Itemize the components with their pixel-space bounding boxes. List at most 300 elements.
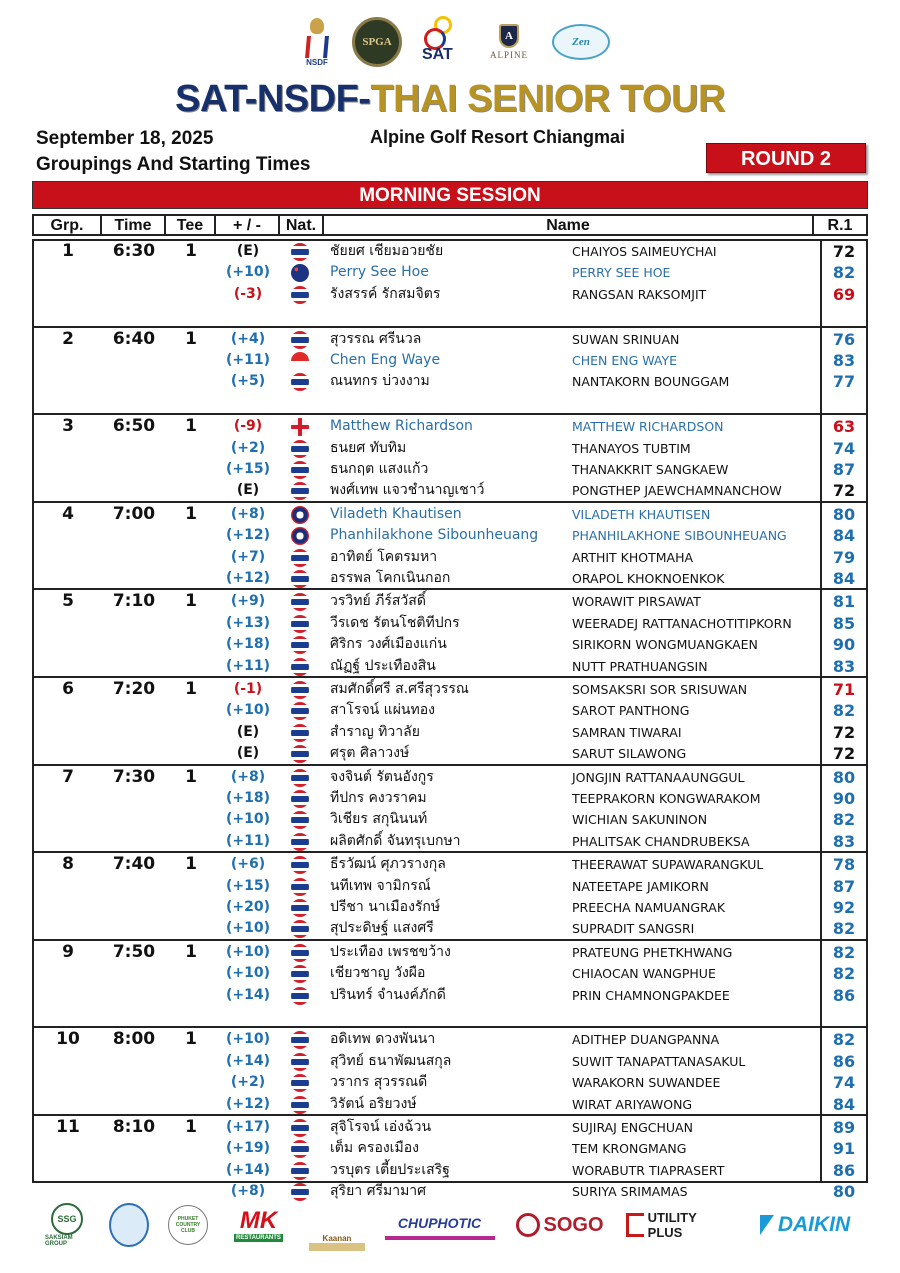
- player-row: [34, 1072, 866, 1093]
- plus-minus: (+14): [225, 1161, 270, 1178]
- plus-minus: (+17): [225, 1119, 270, 1135]
- player-name-english: VILADETH KHAUTISEN: [572, 506, 711, 522]
- player-name-english: PHALITSAK CHANDRUBEKSA: [572, 833, 750, 849]
- group-block: [34, 767, 866, 854]
- group-number: 3: [62, 416, 74, 437]
- round1-score: 81: [832, 592, 856, 612]
- singapore-flag-icon: [291, 352, 309, 370]
- sat-logo: SAT: [420, 14, 466, 70]
- player-row: [34, 568, 866, 589]
- round1-score: 82: [832, 810, 856, 830]
- player-row: [34, 613, 866, 634]
- group-number: 4: [62, 503, 74, 524]
- plus-minus: (E): [236, 745, 260, 762]
- player-row: [34, 1029, 866, 1050]
- plus-minus: (+10): [225, 811, 270, 828]
- session-banner: MORNING SESSION: [32, 181, 868, 209]
- tee-number: 1: [185, 503, 197, 524]
- player-name-local: ณัฏฐ์ ประเทืองสิน: [330, 657, 436, 674]
- player-name-local: พงศ์เทพ แจวชำนาญเชาว์: [330, 482, 485, 499]
- thailand-flag-icon: [291, 1031, 309, 1049]
- player-name-local: สุประดิษฐ์ แสงศรี: [330, 920, 434, 937]
- round1-score: 84: [832, 568, 856, 588]
- alpine-logo: A ALPINE: [484, 14, 534, 70]
- thailand-flag-icon: [291, 658, 309, 676]
- player-row: [34, 241, 866, 262]
- round1-score: 86: [832, 1051, 856, 1071]
- thailand-flag-icon: [291, 1119, 309, 1137]
- plus-minus: (+5): [230, 373, 266, 390]
- player-name-english: NANTAKORN BOUNGGAM: [572, 374, 730, 390]
- player-name-local: ธนกฤต แสงแก้ว: [330, 460, 429, 477]
- player-name-local: สุริยา ศรีมามาศ: [330, 1183, 427, 1200]
- player-name-local: วรากร สุวรรณดี: [330, 1074, 428, 1091]
- player-name-local: ผลิตศักดิ์ จันทรุเบกษา: [330, 832, 461, 849]
- player-name-local: วิเชียร สกุนินนท์: [330, 811, 428, 828]
- thailand-flag-icon: [291, 440, 309, 458]
- tee-number: 1: [185, 766, 197, 787]
- player-name-local: ปรินทร์ จำนงค์ภักดี: [330, 986, 446, 1003]
- player-name-local: ณนทกร บ่วงงาม: [330, 373, 430, 390]
- round1-score: 80: [832, 767, 856, 787]
- player-name-english: SOMSAKSRI SOR SRISUWAN: [572, 682, 748, 697]
- thailand-flag-icon: [291, 482, 309, 500]
- player-name-local: ประเทือง เพรชขว้าง: [330, 943, 451, 960]
- player-name-english: SUWIT TANAPATTANASAKUL: [572, 1053, 746, 1069]
- player-name-local: ศิริกร วงศ์เมืองแก่น: [330, 636, 447, 653]
- player-row: [34, 284, 866, 305]
- round1-score: 72: [832, 744, 856, 764]
- player-name-english: SIRIKORN WONGMUANGKAEN: [572, 637, 758, 653]
- group-number: 5: [62, 591, 74, 612]
- player-name-local: นทีเทพ จามิกรณ์: [330, 877, 431, 894]
- player-name-local: ศรุต ศิลาวงษ์: [330, 745, 410, 762]
- thailand-flag-icon: [291, 920, 309, 938]
- round1-score: 85: [832, 613, 856, 633]
- player-row: [34, 416, 866, 437]
- player-row: [34, 743, 866, 764]
- thailand-flag-icon: [291, 570, 309, 588]
- thailand-flag-icon: [291, 702, 309, 720]
- player-name-english: SARUT SILAWONG: [572, 746, 687, 762]
- tee-time: 6:30: [112, 241, 156, 261]
- player-row: [34, 371, 866, 392]
- player-row: [34, 788, 866, 809]
- player-name-local: อาทิตย์ โคตรมหา: [330, 548, 438, 565]
- plus-minus: (+11): [225, 657, 270, 674]
- phuket-country-club-logo: PHUKET COUNTRY CLUB: [168, 1205, 208, 1245]
- player-name-english: CHIAOCAN WANGPHUE: [572, 966, 716, 982]
- player-name-english: PRATEUNG PHETKHWANG: [572, 944, 733, 960]
- player-name-local: วรบุตร เตี้ยประเสริฐ: [330, 1161, 450, 1178]
- round1-score: 91: [832, 1139, 856, 1159]
- group-number: 9: [62, 941, 74, 962]
- plus-minus: (-1): [233, 681, 263, 697]
- daikin-emblem-icon: [760, 1215, 774, 1235]
- plus-minus: (+14): [225, 1052, 270, 1069]
- player-row: [34, 831, 866, 852]
- player-name-local: รังสรรค์ รักสมจิตร: [330, 285, 441, 302]
- group-number: 10: [56, 1029, 80, 1050]
- group-number: 2: [62, 328, 74, 349]
- round1-score: 76: [832, 329, 856, 349]
- player-row: [34, 854, 866, 875]
- player-name-english: ARTHIT KHOTMAHA: [572, 549, 694, 565]
- column-header-name: Name: [324, 216, 814, 234]
- plus-minus: (+14): [225, 986, 270, 1003]
- column-header-grp: Grp.: [34, 216, 102, 234]
- player-name-english: PERRY SEE HOE: [572, 265, 671, 281]
- plus-minus: (+10): [225, 702, 270, 719]
- group-number: 8: [62, 854, 74, 875]
- round-badge: ROUND 2: [706, 143, 866, 173]
- thailand-flag-icon: [291, 461, 309, 479]
- player-name-english: THEERAWAT SUPAWARANGKUL: [572, 857, 764, 873]
- round1-score: 84: [832, 526, 856, 546]
- plus-minus: (+11): [225, 351, 270, 368]
- player-name-local: จงจินต์ รัตนอังกูร: [330, 768, 434, 785]
- plus-minus: (+10): [225, 920, 270, 937]
- plus-minus: (+4): [230, 330, 266, 347]
- thailand-flag-icon: [291, 1053, 309, 1071]
- spga-logo: SPGA: [352, 17, 402, 67]
- thailand-flag-icon: [291, 724, 309, 742]
- player-name-english: SUJIRAJ ENGCHUAN: [572, 1120, 693, 1135]
- player-name-english: WICHIAN SAKUNINON: [572, 812, 708, 828]
- plus-minus: (+15): [225, 877, 270, 894]
- chuphotic-logo: CHUPHOTIC: [385, 1210, 495, 1240]
- plus-minus: (+2): [230, 1074, 266, 1091]
- round1-score: 79: [832, 547, 856, 567]
- plus-minus: (+7): [230, 548, 266, 565]
- column-header-nationality: Nat.: [280, 216, 324, 234]
- plus-minus: (+10): [225, 1031, 270, 1048]
- round1-score: 78: [832, 855, 856, 875]
- player-name-english: SUWAN SRINUAN: [572, 331, 680, 347]
- thailand-flag-icon: [291, 878, 309, 896]
- player-name-local: ปรีชา นาเมืองรักษ์: [330, 898, 441, 915]
- player-name-english: ORAPOL KHOKNOENKOK: [572, 570, 725, 586]
- player-row: [34, 350, 866, 371]
- player-name-english: SURIYA SRIMAMAS: [572, 1184, 688, 1200]
- plus-minus: (+8): [230, 768, 266, 785]
- plus-minus: (+2): [230, 439, 266, 456]
- page-title: SAT-NSDF-THAI SENIOR TOUR: [175, 78, 725, 120]
- england-flag-icon: [291, 418, 309, 436]
- player-name-local: Chen Eng Waye: [330, 351, 441, 368]
- round1-score: 83: [832, 350, 856, 370]
- player-name-local: Viladeth Khautisen: [330, 505, 462, 522]
- player-row: [34, 700, 866, 721]
- round1-score: 89: [832, 1118, 856, 1137]
- tee-time: 8:10: [112, 1117, 156, 1137]
- sogo-emblem-icon: [516, 1213, 540, 1237]
- player-name-local: เต็ม ครองเมือง: [330, 1140, 419, 1157]
- player-row: [34, 1051, 866, 1072]
- column-header-time: Time: [102, 216, 166, 234]
- thailand-flag-icon: [291, 811, 309, 829]
- player-name-local: ทีปกร คงวราคม: [330, 789, 427, 806]
- tee-time: 7:50: [112, 941, 156, 962]
- plus-minus: (+18): [225, 636, 270, 653]
- player-row: [34, 480, 866, 501]
- round1-score: 74: [832, 438, 856, 458]
- player-row: [34, 1160, 866, 1181]
- tee-time: 7:10: [112, 591, 156, 612]
- player-row: [34, 547, 866, 568]
- venue: Alpine Golf Resort Chiangmai: [370, 127, 626, 147]
- round1-score: 80: [832, 504, 856, 524]
- player-row: [34, 1117, 866, 1138]
- thailand-flag-icon: [291, 899, 309, 917]
- group-number: 7: [62, 766, 74, 787]
- player-name-english: ADITHEP DUANGPANNA: [572, 1032, 720, 1048]
- thailand-flag-icon: [291, 331, 309, 349]
- group-number: 1: [62, 241, 74, 261]
- top-logos: [300, 12, 610, 72]
- plus-minus: (+11): [225, 832, 270, 849]
- zen-logo: Zen: [552, 24, 610, 60]
- tee-time: 7:40: [112, 854, 156, 875]
- player-name-local: อดิเทพ ดวงพันนา: [330, 1031, 436, 1048]
- plus-minus: (E): [236, 723, 260, 740]
- thailand-flag-icon: [291, 243, 309, 261]
- sogo-logo: SOGO: [514, 1208, 606, 1242]
- player-name-english: WEERADEJ RATTANACHOTITIPKORN: [572, 615, 792, 631]
- tee-time: 7:00: [112, 503, 156, 524]
- player-name-local: วีรเดช รัตนโชติทีปกร: [330, 614, 460, 631]
- player-name-english: SAMRAN TIWARAI: [572, 724, 682, 740]
- round1-score: 80: [832, 1182, 856, 1202]
- player-name-local: สุวรรณ ศรีนวล: [330, 330, 422, 347]
- player-row: [34, 918, 866, 939]
- shield-icon: A: [499, 24, 519, 48]
- group-number: 6: [62, 679, 74, 699]
- thailand-flag-icon: [291, 833, 309, 851]
- round1-score: 82: [832, 964, 856, 984]
- group-block: [34, 416, 866, 503]
- event-date: September 18, 2025: [36, 128, 214, 149]
- player-name-local: ชัยยศ เชียมอวยชัย: [330, 243, 444, 259]
- player-name-local: สุวิทย์ ธนาพัฒนสกุล: [330, 1052, 452, 1069]
- round1-score: 92: [832, 897, 856, 917]
- thailand-flag-icon: [291, 944, 309, 962]
- round1-score: 82: [832, 919, 856, 939]
- player-row: [34, 591, 866, 612]
- round1-score: 90: [832, 788, 856, 808]
- plus-minus: (+10): [225, 943, 270, 960]
- australia-flag-icon: [291, 264, 309, 282]
- round1-score: 74: [832, 1073, 856, 1093]
- plus-minus: (+10): [225, 264, 270, 281]
- player-name-local: ธีรวัฒน์ ศุภวรางกุล: [330, 856, 446, 873]
- kaanan-logo: Kaanan: [309, 1199, 365, 1251]
- player-name-local: วิรัตน์ อริยวงษ์: [330, 1095, 417, 1112]
- player-row: [34, 459, 866, 480]
- athlete-icon: [305, 36, 329, 58]
- plus-minus: (+8): [230, 505, 266, 522]
- player-row: [34, 525, 866, 546]
- plus-minus: (-9): [233, 418, 263, 435]
- daikin-logo: DAIKIN: [745, 1210, 865, 1240]
- player-name-english: WORABUTR TIAPRASERT: [572, 1162, 725, 1178]
- player-name-english: WORAWIT PIRSAWAT: [572, 594, 701, 610]
- column-header-round1: R.1: [827, 217, 853, 234]
- group-block: [34, 1117, 866, 1204]
- player-name-english: CHEN ENG WAYE: [572, 352, 678, 368]
- thailand-flag-icon: [291, 286, 309, 304]
- player-row: [34, 963, 866, 984]
- sponsor-logos: [45, 1195, 865, 1255]
- plus-minus: (+13): [225, 614, 270, 631]
- player-name-english: CHAIYOS SAIMEUYCHAI: [572, 244, 717, 259]
- ssg-logo: SSG SAKSIAM GROUP: [45, 1199, 89, 1251]
- round1-score: 72: [832, 722, 856, 742]
- player-name-english: NATEETAPE JAMIKORN: [572, 878, 709, 894]
- round1-score: 83: [832, 656, 856, 676]
- player-name-english: RANGSAN RAKSOMJIT: [572, 286, 707, 302]
- tee-number: 1: [185, 1117, 197, 1137]
- player-name-english: PONGTHEP JAEWCHAMNANCHOW: [572, 483, 782, 499]
- player-row: [34, 722, 866, 743]
- group-block: [34, 942, 866, 1029]
- plus-minus: (+12): [225, 1095, 270, 1112]
- player-name-local: Matthew Richardson: [330, 418, 473, 435]
- round1-score: 82: [832, 701, 856, 721]
- thailand-flag-icon: [291, 1140, 309, 1158]
- player-row: [34, 876, 866, 897]
- thailand-flag-icon: [291, 1074, 309, 1092]
- player-row: [34, 767, 866, 788]
- player-row: [34, 504, 866, 525]
- round1-score: 71: [832, 680, 856, 699]
- mk-restaurants-logo: MK RESTAURANTS: [236, 1207, 281, 1241]
- tee-number: 1: [185, 241, 197, 261]
- laos-flag-icon: [291, 506, 309, 524]
- tee-time: 6:50: [112, 416, 156, 437]
- plus-minus: (E): [236, 243, 260, 259]
- player-name-local: สุจิโรจน์ เอ่งฉ้วน: [330, 1119, 432, 1135]
- group-block: [34, 329, 866, 416]
- thailand-flag-icon: [291, 745, 309, 763]
- round1-score: 87: [832, 876, 856, 896]
- player-row: [34, 329, 866, 350]
- tee-number: 1: [185, 941, 197, 962]
- round1-score: 72: [832, 242, 856, 261]
- column-header-plus-minus: + / -: [216, 216, 280, 234]
- plus-minus: (+12): [225, 527, 270, 544]
- player-name-english: WIRAT ARIYAWONG: [572, 1096, 693, 1112]
- round1-score: 87: [832, 459, 856, 479]
- player-name-english: THANAKKRIT SANGKAEW: [572, 461, 729, 477]
- player-row: [34, 438, 866, 459]
- player-row: [34, 679, 866, 700]
- player-name-english: MATTHEW RICHARDSON: [572, 419, 724, 435]
- thailand-flag-icon: [291, 965, 309, 983]
- thailand-flag-icon: [291, 593, 309, 611]
- player-name-local: วรวิทย์ ภีร์สวัสดิ์: [330, 593, 426, 610]
- tee-time: 7:30: [112, 766, 156, 787]
- group-number: 11: [56, 1117, 80, 1137]
- thailand-flag-icon: [291, 987, 309, 1005]
- player-row: [34, 1138, 866, 1159]
- seal-logo: [109, 1203, 149, 1247]
- plus-minus: (+6): [230, 856, 266, 873]
- player-name-english: PRIN CHAMNONGPAKDEE: [572, 987, 730, 1003]
- player-row: [34, 262, 866, 283]
- player-name-english: NUTT PRATHUANGSIN: [572, 658, 708, 674]
- plus-minus: (-3): [233, 285, 263, 302]
- plus-minus: (+19): [225, 1140, 270, 1157]
- tee-number: 1: [185, 416, 197, 437]
- tee-number: 1: [185, 591, 197, 612]
- laos-flag-icon: [291, 527, 309, 545]
- tee-number: 1: [185, 854, 197, 875]
- round1-score: 72: [832, 481, 856, 501]
- group-block: [34, 679, 866, 766]
- round1-score: 86: [832, 1160, 856, 1180]
- tee-number: 1: [185, 679, 197, 699]
- player-name-local: ธนยศ ทับทิม: [330, 439, 407, 456]
- tee-time: 6:40: [112, 328, 156, 349]
- plus-minus: (+9): [230, 593, 266, 610]
- thailand-flag-icon: [291, 1096, 309, 1114]
- round1-score: 82: [832, 263, 856, 283]
- round1-score: 86: [832, 985, 856, 1005]
- player-row: [34, 809, 866, 830]
- tee-time: 8:00: [112, 1029, 156, 1050]
- column-header-tee: Tee: [166, 216, 216, 234]
- player-name-english: TEM KRONGMANG: [572, 1141, 687, 1157]
- thailand-flag-icon: [291, 615, 309, 633]
- group-block: [34, 504, 866, 591]
- player-name-local: Perry See Hoe: [330, 264, 429, 281]
- plus-minus: (E): [236, 482, 260, 499]
- player-name-english: THANAYOS TUBTIM: [572, 440, 691, 456]
- round1-score: 90: [832, 635, 856, 655]
- player-name-english: PHANHILAKHONE SIBOUNHEUANG: [572, 528, 787, 544]
- round1-score: 63: [832, 417, 856, 437]
- player-name-local: เชียวชาญ วังผือ: [330, 965, 426, 982]
- page-subtitle: Groupings And Starting Times: [36, 154, 311, 175]
- group-block: [34, 591, 866, 678]
- nsdf-logo: NSDF: [300, 14, 334, 70]
- player-row: [34, 634, 866, 655]
- thailand-flag-icon: [291, 636, 309, 654]
- player-name-english: WARAKORN SUWANDEE: [572, 1075, 721, 1091]
- player-row: [34, 897, 866, 918]
- player-name-english: PREECHA NAMUANGRAK: [572, 899, 726, 915]
- thailand-flag-icon: [291, 549, 309, 567]
- player-name-english: SUPRADIT SANGSRI: [572, 921, 695, 937]
- thailand-flag-icon: [291, 856, 309, 874]
- player-name-local: สำราญ ทิวาลัย: [330, 723, 420, 740]
- group-block: [34, 241, 866, 328]
- groupings-table: [32, 239, 868, 1202]
- torch-icon: [310, 18, 324, 34]
- utility-plus-logo: UTILITY PLUS: [626, 1210, 726, 1240]
- plus-minus: (+18): [225, 789, 270, 806]
- player-name-local: อรรพล โคกเนินกอก: [330, 569, 451, 586]
- round1-score: 69: [832, 284, 856, 304]
- round1-score: 84: [832, 1094, 856, 1114]
- tee-number: 1: [185, 1029, 197, 1050]
- plus-minus: (+12): [225, 569, 270, 586]
- thailand-flag-icon: [291, 790, 309, 808]
- player-name-english: TEEPRAKORN KONGWARAKOM: [572, 790, 761, 806]
- plus-minus: (+10): [225, 965, 270, 982]
- player-name-english: SAROT PANTHONG: [572, 703, 690, 719]
